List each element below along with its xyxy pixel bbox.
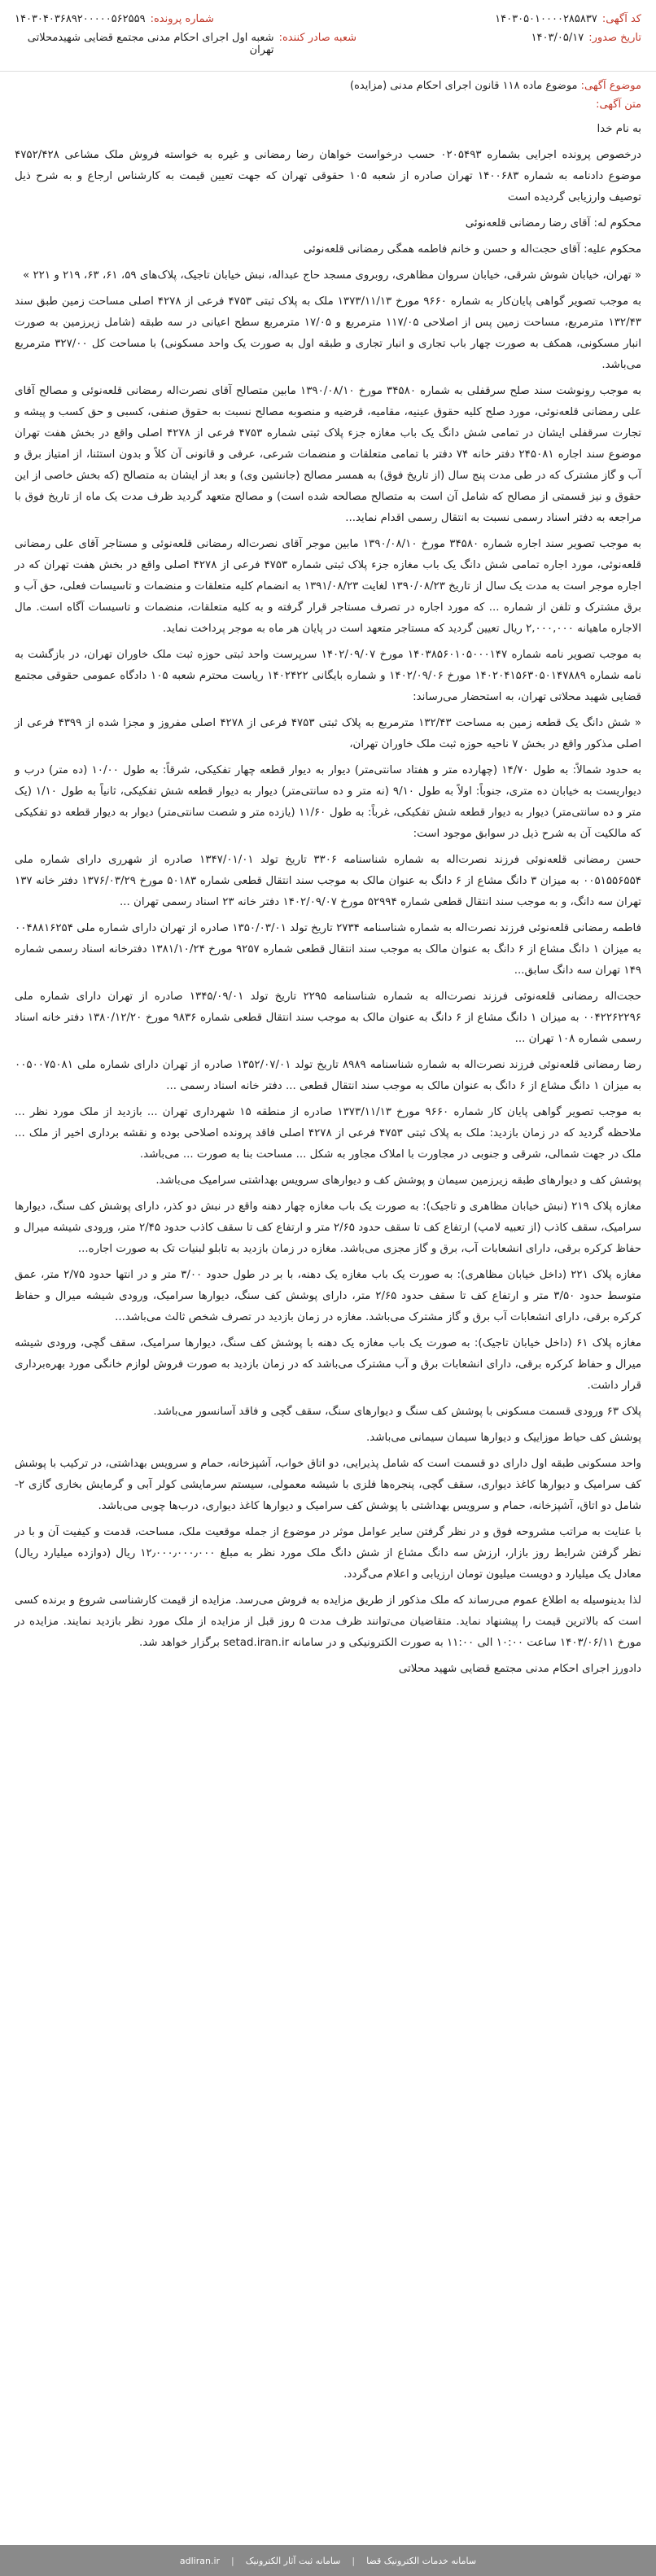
footer-link-judiciary-services[interactable]: سامانه خدمات الکترونیک قضا — [366, 2555, 477, 2566]
case-number-field — [15, 13, 214, 25]
ad-code-label: کد آگهی: — [601, 13, 641, 25]
paragraph: فاطمه رمضانی قلعه‌نوئی فرزند نصرت‌اله به شماره شناسنامه ۲۷۳۴ تاریخ تولد ۱۳۵۰/۰۳/۰۱ صادره از تهران دارای شماره ملی ۰۰۴۸۸۱۶۲۵۴ به میزان ۱ دانگ مشاع از ۶ دانگ به عنوان مالک به موجب سند انتقال قطعی شماره ۹۲۵۷ مورخ ۱۳۸۱/۱۰/۲۴ دفترخانه اسناد رسمی شماره ۱۴۹ تهران سه دانگ سابق... — [15, 922, 642, 977]
paragraph: پوشش کف و دیوارهای طبقه زیرزمین سیمان و پوشش کف و دیوارهای سرویس بهداشتی سرامیک می‌باشد. — [155, 1174, 641, 1187]
paragraph: به نام خدا — [597, 123, 641, 135]
footer-separator: | — [231, 2555, 234, 2566]
notice-body — [0, 114, 656, 1693]
paragraph: پلاک ۶۳ ورودی قسمت مسکونی با پوشش کف سنگ و دیوارهای سنگ، سقف گچی و فاقد آسانسور می‌باشد. — [153, 1406, 641, 1418]
notice-subject — [0, 72, 656, 95]
footer-separator: | — [352, 2555, 356, 2566]
body-label: متن آگهی: — [596, 98, 641, 111]
signature-line: دادورز اجرای احکام مدنی مجتمع قضایی شهید محلاتی — [398, 1663, 641, 1675]
paragraph: مغازه پلاک ۲۲۱ (داخل خیابان مظاهری): به صورت یک باب مغازه یک دهنه، با بر در طول حدود ۳/۰۰ متر و در انتها حدود ۲/۷۵ متر، عمق متوسط حدود ۳/۵۰ متر و ارتفاع کف تا سقف حدود ۲/۶۵ متر، دارای پوشش کف سنگ، دیوارها سرامیک، ورودی شیشه میرال و حفاظ کرکره برقی، دارای انشعابات آب برق و گاز مشترک می‌باشد. مغازه در زمان بازدید در تصرف شخص ثالث می‌باشد... — [15, 1269, 642, 1323]
paragraph: محکوم له: آقای رضا رمضانی قلعه‌نوئی — [465, 217, 641, 230]
subject-value: موضوع ماده ۱۱۸ قانون اجرای احکام مدنی (مزایده) — [350, 80, 578, 92]
notice-header — [0, 0, 656, 72]
issue-date-field — [531, 32, 641, 44]
header-row-2 — [15, 32, 641, 56]
paragraph: به موجب تصویر نامه شماره ۱۴۰۳۸۵۶۰۱۰۵۰۰۰۱۴۷ مورخ ۱۴۰۲/۰۹/۰۷ سرپرست واحد ثبتی حوزه ثبت ملک خاوران تهران، در بازگشت به نامه شماره ۱۴۰۲۰۴۱۵۶۳۰۵۰۱۴۷۸۸۹ مورخ ۱۴۰۲/۰۹/۰۶ و شماره بایگانی ۱۴۰۲۴۲۲ ریاست محترم شعبه ۱۰۵ دادگاه عمومی حقوقی مجتمع قضایی شهید محلاتی تهران، به استحضار می‌رساند: — [15, 649, 641, 703]
ad-code-value: ۱۴۰۳۰۵۰۱۰۰۰۰۲۸۵۸۳۷ — [495, 13, 597, 25]
issuer-value: شعبه اول اجرای احکام مدنی مجتمع قضایی شهیدمحلاتی تهران — [27, 32, 274, 56]
paragraph: به موجب تصویر سند اجاره شماره ۳۴۵۸۰ مورخ ۱۳۹۰/۰۸/۱۰ مابین موجر آقای نصرت‌اله رمضانی قلعه‌نوئی و مستاجر آقای علی رمضانی قلعه‌نوئی، مورد اجاره تمامی شش دانگ یک باب مغازه جزء پلاک ثبتی شماره ۴۷۵۳ فرعی از ۴۲۷۸ اصلی واقع در بخش هفت تهران که در اجاره موجر است به مدت یک سال از تاریخ ۱۳۹۰/۰۸/۲۳ لغایت ۱۳۹۱/۰۸/۲۳ به انضمام کلیه متعلقات و منضمات و تاسیسات فعلی، حق آب و برق مشترک و تلفن از شماره ... که مورد اجاره در تصرف مستاجر قرار گرفته و به کلیه متعلقات، منضمات و تاسیسات آگاه است. مال الاجاره ماهیانه ۲,۰۰۰,۰۰۰ ریال تعیین گردید که مستاجر متعهد است در پایان هر ماه به موجر پرداخت نماید. — [15, 538, 641, 635]
case-number-value: ۱۴۰۳۰۴۰۳۶۸۹۲۰۰۰۰۰۵۶۲۵۵۹ — [15, 13, 146, 25]
case-number-label: شماره پرونده: — [150, 13, 214, 25]
paragraph: « تهران، خیابان شوش شرقی، خیابان سروان مظاهری، روبروی مسجد حاج عبداله، نبش خیابان تاجیک، پلاک‌های ۵۹، ۶۱، ۶۳، ۲۱۹ و ۲۲۱ » — [23, 269, 641, 282]
paragraph: رضا رمضانی قلعه‌نوئی فرزند نصرت‌اله به شماره شناسنامه ۸۹۸۹ تاریخ تولد ۱۳۵۲/۰۷/۰۱ صادره از تهران دارای شماره ملی ۰۰۵۰۰۷۵۰۸۱ به میزان ۱ دانگ مشاع از ۶ دانگ به عنوان مالک به موجب سند انتقال قطعی ... دفتر خانه اسناد رسمی ... — [15, 1059, 642, 1092]
paragraph: لذا بدینوسیله به اطلاع عموم می‌رساند که ملک مذکور از طریق مزایده به فروش می‌رسد. مزایده از قیمت کارشناسی شروع و برنده کسی است که بالاترین قیمت را پیشنهاد نماید. متقاضیان می‌توانند ظرف مدت ۵ روز قبل از مزایده از ملک مورد نظر بازدید نمایند. مزایده در مورخ ۱۴۰۳/۰۶/۱۱ ساعت ۱۰:۰۰ الی ۱۱:۰۰ به صورت الکترونیکی و در سامانه setad.iran.ir برگزار خواهد شد. — [15, 1594, 641, 1649]
paragraph: مغازه پلاک ۶۱ (داخل خیابان تاجیک): به صورت یک باب مغازه یک دهنه با پوشش کف سنگ، دیوارها سرامیک، سقف گچی، ورودی شیشه میرال و حفاظ کرکره برقی، دارای انشعابات برق و آب مشترک می‌باشد که در زمان بازدید به صورت فروش لوازم خانگی مورد بهره‌برداری قرار داشت. — [15, 1337, 641, 1392]
paragraph: مغازه پلاک ۲۱۹ (نبش خیابان مظاهری و تاجیک): به صورت یک باب مغازه چهار دهنه واقع در نبش دو کذر، دارای پوشش کف سنگ، دیوارها سرامیک، سقف کاذب (از تعبیه لامپ) ارتفاع کف تا سقف حدود ۲/۶۵ متر و ارتفاع کف تا سقف کاذب حدود ۲/۴۵ متر، ورودی شیشه میرال و حفاظ کرکره برقی، دارای انشعابات آب، برق و گاز مجزی می‌باشد. مغازه در زمان بازدید به تابلو لبنیات تک به صورت اجاره... — [15, 1201, 642, 1255]
paragraph: حسن رمضانی قلعه‌نوئی فرزند نصرت‌اله به شماره شناسنامه ۳۳۰۶ تاریخ تولد ۱۳۴۷/۰۱/۰۱ صادره از شهرری دارای شماره ملی ۰۰۵۱۵۵۶۵۵۴ به میزان ۳ دانگ مشاع از ۶ دانگ به عنوان مالک به موجب سند انتقال قطعی شماره ۵۰۱۸۳ مورخ ۱۳۷۶/۰۳/۲۹ دفتر خانه ۱۳۷ تهران سه دانگ، و به موجب سند انتقال قطعی شماره ۵۲۹۹۴ مورخ ۱۴۰۲/۰۹/۰۷ دفتر خانه ۲۳ اسناد رسمی تهران ... — [15, 854, 642, 908]
paragraph: محکوم علیه: آقای حجت‌اله و حسن و خانم فاطمه همگی رمضانی قلعه‌نوئی — [303, 243, 641, 256]
header-row-1 — [15, 13, 641, 25]
paragraph: « شش دانگ یک قطعه زمین به مساحت ۱۳۲/۴۳ مترمربع به پلاک ثبتی ۴۷۵۳ فرعی از ۴۲۷۸ اصلی مفروز و مجزا شده از ۴۳۹۹ فرعی از اصلی مذکور واقع در بخش ۷ ناحیه حوزه ثبت ملک خاوران تهران، — [15, 717, 642, 750]
paragraph: به موجب تصویر گواهی پایان کار شماره ۹۶۶۰ مورخ ۱۳۷۳/۱۱/۱۳ صادره از منطقه ۱۵ شهرداری تهران ... بازدید از ملک مورد نظر ... ملاحظه گردید که در زمان بازدید: ملک به پلاک ثبتی ۴۷۵۳ فرعی از ۴۲۷۸ اصلی فاقد پرونده اصلاحی بوده و نقشه برداری اخیر از ملک ... ملک در جهت شمالی، شرقی و جنوبی در مجاورت با املاک مجاور به شکل ... مساحت بنا به صورت ... می‌باشد. — [15, 1106, 642, 1161]
issuer-field — [15, 32, 356, 56]
paragraph: درخصوص پرونده اجرایی بشماره ۰۲۰۵۴۹۳ حسب درخواست خواهان رضا رمضانی و غیره به خواسته فروش ملک مشاعی ۴۷۵۲/۴۲۸ موضوع دادنامه به شماره ۱۴۰۰۶۸۳ تهران صادره از شعبه ۱۰۵ حقوقی تهران که جهت تعیین قیمت به کارشناس ارجاع و به شرح ذیل توصیف وارزیابی گردیده است — [15, 149, 641, 203]
footer-link-registry[interactable]: سامانه ثبت آثار الکترونیک — [245, 2555, 341, 2566]
paragraph: به حدود شمالاً: به طول ۱۴/۷۰ (چهارده متر و هفتاد سانتی‌متر) دیوار به دیوار قطعه چهار تفکیکی، شرقاً: به طول ۱۰/۰۰ (ده متر) درب و دیواریست به خیابان ده متری، جنوباً: اولاً به طول ۹/۱۰ (نه متر و ده سانتی‌متر) دیوار به دیوار قطعه شش تفکیکی، ثانیاً به طول ۱/۱۰ (یک متر و ده سانتی‌متر) دیوار به دیوار قطعه شش تفکیکی، غرباً: به طول ۱۱/۶۰ (یازده متر و شصت سانتی‌متر) دیوار به دیوار قطعه دو تفکیکی که مالکیت آن به شرح ذیل در سوابق موجود است: — [15, 764, 642, 840]
issuer-label: شعبه صادر کننده: — [278, 32, 356, 44]
issue-date-value: ۱۴۰۳/۰۵/۱۷ — [531, 32, 584, 44]
paragraph: حجت‌اله رمضانی قلعه‌نوئی فرزند نصرت‌اله به شماره شناسنامه ۲۲۹۵ تاریخ تولد ۱۳۴۵/۰۹/۰۱ صادره از تهران دارای شماره ملی ۰۰۴۲۲۶۲۲۹۶ به میزان ۱ دانگ مشاع از ۶ دانگ به عنوان مالک به موجب سند انتقال قطعی شماره ۹۸۳۶ مورخ ۱۳۸۰/۱۲/۲۰ دفتر خانه اسناد رسمی شماره ۱۰۸ تهران ... — [15, 991, 641, 1045]
paragraph: پوشش کف حیاط موزاییک و دیوارها سیمان سیمانی می‌باشد. — [366, 1432, 641, 1444]
footer-link-site[interactable]: adliran.ir — [179, 2555, 221, 2566]
issue-date-label: تاریخ صدور: — [588, 32, 641, 44]
paragraph: به موجب رونوشت سند صلح سرقفلی به شماره ۳۴۵۸۰ مورخ ۱۳۹۰/۰۸/۱۰ مابین متصالح آقای نصرت‌اله رمضانی قلعه‌نوئی و مصالح آقای علی رمضانی قلعه‌نوئی، مورد صلح کلیه حقوق عینیه، مقامیه، قرضیه و منصوبه مصالح نسبت به حقوق صنفی، کسبی و حق کسب و پیشه و تجارت سرقفلی ایشان در تمامی شش دانگ یک باب مغازه جزء پلاک ثبتی شماره ۴۷۵۳ فرعی از ۴۲۷۸ اصلی واقع در بخش هفت تهران موضوع سند اجاره ۲۴۵۰۸۱ دفتر خانه ۷۴ دفتر با تمامی متعلقات و منضمات شرعی، عرفی و قانونی آن کلاً و بدون استثنا، از امتیاز برق و آب و گاز مشترک که در طی مدت پنج سال (از تاریخ فوق) به همسر مصالح (جانشین وی) و بعد از ایشان به متصالح (که بخش خاصی از این حقوق و نیز قسمتی از مصالح که شامل آن است به متصالح مصالحه شده است) و مصالح متعهد گردید ظرف مدت یک ماه از تاریخ فوق با مراجعه به دفتر اسناد رسمی نسبت به انتقال رسمی اقدام نماید... — [15, 385, 641, 524]
subject-label: موضوع آگهی: — [580, 80, 641, 92]
footer-bar — [0, 2545, 656, 2576]
paragraph: به موجب تصویر گواهی پایان‌کار به شماره ۹۶۶۰ مورخ ۱۳۷۳/۱۱/۱۳ ملک به پلاک ثبتی ۴۷۵۳ فرعی از ۴۲۷۸ اصلی مساحت زمین طبق سند ۱۳۲/۴۳ مترمربع، مساحت زمین پس از اصلاحی ۱۱۷/۰۵ مترمربع و ۱۷/۰۵ مترمربع سطح اعیانی در سه طبقه (شامل زیرزمین به صورت انبار مسکونی، همکف به صورت چهار باب تجاری و انبار تجاری و طبقه اول به صورت یک واحد مسکونی) با مساحت کل ۳۲۷/۰۰ مترمربع می‌باشد. — [15, 295, 642, 371]
ad-code-field — [495, 13, 641, 25]
paragraph: واحد مسکونی طبقه اول دارای دو قسمت است که شامل پذیرایی، دو اتاق خواب، آشپزخانه، حمام و سرویس بهداشتی، در ترکیب با پوشش کف سرامیک و دیوارها کاغذ دیواری، سقف گچی، پنجره‌ها فلزی با شیشه معمولی، سیستم سرمایشی کولر آبی و گرمایش بخاری گازی ۲- شامل دو اتاق، آشپزخانه، حمام و سرویس بهداشتی با پوشش کف سرامیک و دیوارها کاغذ دیواری، درب‌ها چوبی می‌باشد. — [15, 1458, 641, 1512]
paragraph: با عنایت به مراتب مشروحه فوق و در نظر گرفتن سایر عوامل موثر در موضوع از جمله موقعیت ملک، مساحت، قدمت و کیفیت آن و با در نظر گرفتن شرایط روز بازار، ارزش سه دانگ مشاع از شش دانگ ملک مورد نظر به مبلغ ۱۲٫۰۰۰٫۰۰۰٫۰۰۰ ریال (دوازده میلیارد ریال) معادل یک میلیارد و دویست میلیون تومان ارزیابی و اعلام می‌گردد. — [15, 1526, 641, 1581]
